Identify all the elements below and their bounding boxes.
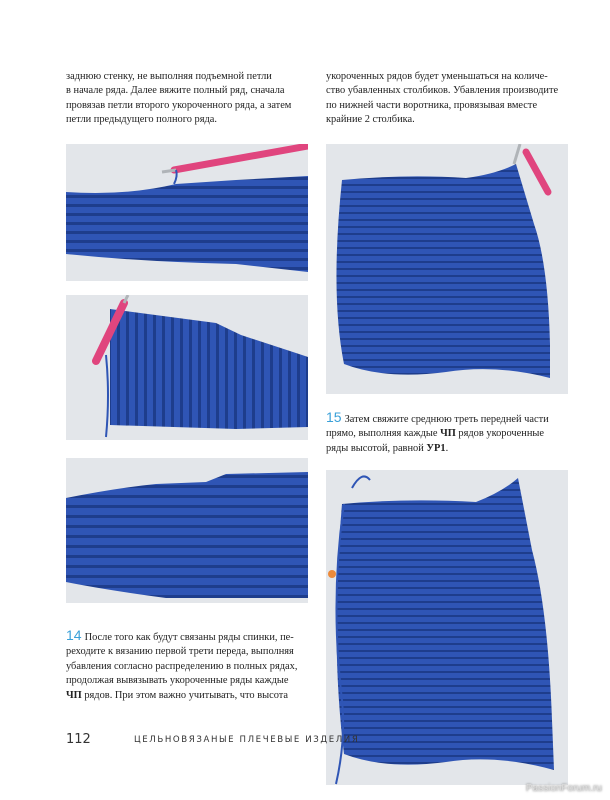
text-line: в начале ряда. Далее вяжите полный ряд, сначала: [66, 85, 285, 97]
photo-knitting-step-1: [66, 144, 308, 281]
text-line: заднюю стенку, не выполняя подъемной петли: [66, 71, 272, 82]
photo-knitting-step-2: [66, 295, 308, 440]
text-line: по нижней части воротника, провязывая вместе: [326, 99, 538, 111]
photo-knitting-step-5: [326, 470, 568, 785]
step-number: 15: [326, 409, 342, 425]
step-number: 14: [66, 627, 82, 643]
photo-knitting-step-3: [66, 458, 308, 603]
text-line: укороченных рядов будет уменьшаться на количе-: [326, 71, 548, 82]
left-top-text: [66, 70, 306, 128]
step-14-text: 14 После того как будут связаны ряды спинки, пе- реходите к вязанию первой трети переда, выполняя убавления согласно распределению в полных рядах, продолжая вывязывать укороченные ряды каждые ЧП рядов. При этом важно учитывать, что высота: [66, 627, 298, 701]
step-15-text: 15 Затем свяжите среднюю треть передней части прямо, выполняя каждые ЧП рядов укороченные ряды высотой, равной УР1.: [326, 409, 549, 454]
photo-knitting-step-4: [326, 144, 568, 394]
page-number: 112: [66, 732, 91, 747]
section-title: ЦЕЛЬНОВЯЗАНЫЕ ПЛЕЧЕВЫЕ ИЗДЕЛИЯ: [134, 735, 360, 745]
text-line: провязав петли второго укороченного ряда, а затем: [66, 99, 292, 111]
watermark: PassionForum.ru: [525, 783, 602, 794]
text-line: петли предыдущего полного ряда.: [66, 114, 218, 126]
right-top-text: [326, 70, 576, 128]
text-line: ство убавленных столбиков. Убавления производите: [326, 85, 559, 97]
text-line: крайние 2 столбика.: [326, 114, 415, 126]
